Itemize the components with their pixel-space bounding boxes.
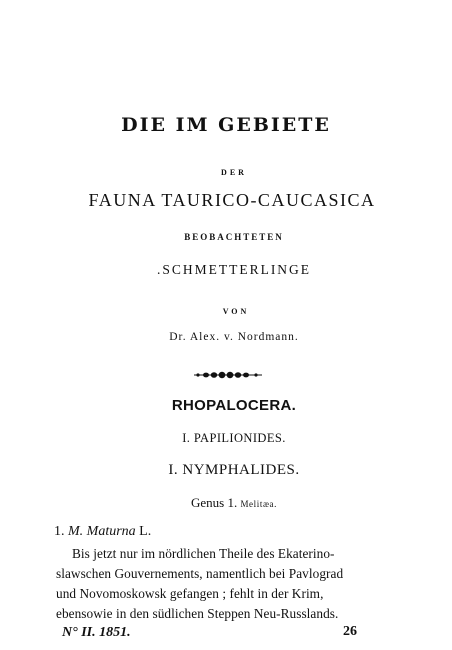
species-heading — [54, 524, 151, 540]
beobachteten-line: BEOBACHTETEN — [184, 232, 284, 242]
paragraph-line: Bis jetzt nur im nördlichen Theile des Ekaterino- — [72, 546, 335, 561]
schmetterlinge-line — [8, 262, 452, 278]
paragraph-line: und Novomoskowsk gefangen ; fehlt in der Krim, — [56, 586, 324, 601]
signature-mark: N° II. 1851. — [62, 625, 131, 640]
genus-name: Melitæa. — [240, 499, 277, 509]
fauna-title: FAUNA TAURICO-CAUCASICA — [88, 190, 376, 210]
family-heading-papilionides: I. PAPILIONIDES. — [182, 431, 286, 445]
ornamental-divider-icon — [192, 370, 264, 380]
species-epithet: Maturna — [86, 524, 136, 539]
schmetterlinge-mark: . — [156, 262, 163, 277]
schmetterlinge-text: SCHMETTERLINGE — [162, 262, 312, 277]
genus-heading — [8, 495, 452, 511]
order-heading: RHOPALOCERA. — [171, 397, 297, 414]
von-line: VON — [222, 307, 250, 316]
species-number: 1. — [54, 524, 65, 539]
paragraph-line: slawschen Gouvernements, namentlich bei Pavlograd — [56, 566, 344, 581]
paragraph-line: ebensowie in den südlichen Steppen Neu-Russlands. — [56, 606, 339, 621]
author-line: Dr. Alex. v. Nordmann. — [169, 331, 299, 343]
species-author: L. — [139, 524, 152, 539]
page-number: 26 — [343, 624, 357, 639]
der-line: DER — [221, 168, 247, 177]
title-line: DIE IM GEBIETE — [121, 114, 331, 136]
genus-prefix: Genus 1. — [190, 495, 238, 510]
family-heading-nymphalides: I. NYMPHALIDES. — [168, 462, 300, 478]
species-genus-abbr: M. — [68, 524, 84, 539]
